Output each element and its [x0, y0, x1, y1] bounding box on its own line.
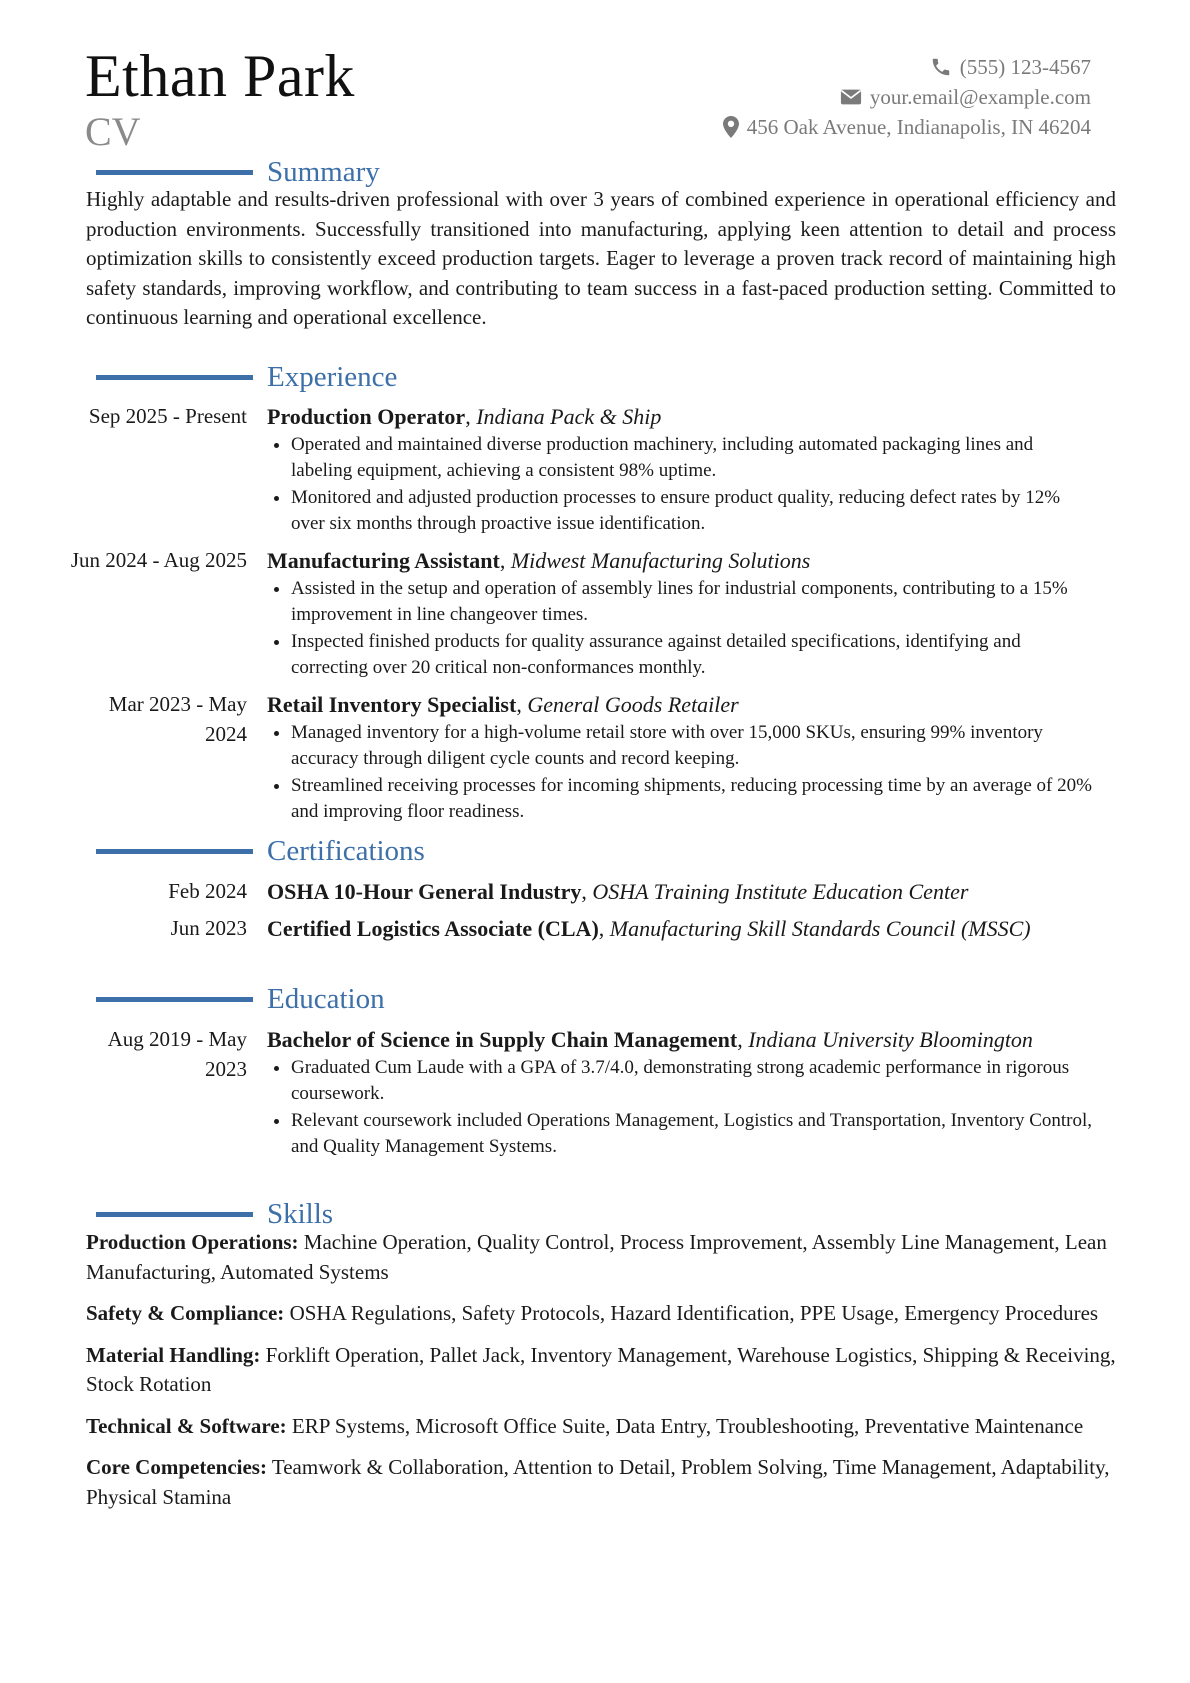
section-rule — [96, 1212, 253, 1217]
section-title-certifications: Certifications — [267, 835, 425, 867]
contact-phone[interactable] — [723, 52, 1091, 82]
job-title: Production Operator — [267, 404, 466, 429]
map-pin-icon — [723, 116, 739, 138]
entry-date: Jun 2024 - Aug 2025 — [70, 548, 247, 572]
entry-title-line: Production Operator, Indiana Pack & Ship — [267, 404, 662, 429]
section-rule — [96, 849, 253, 854]
skill-items: Teamwork & Collaboration, Attention to Detail, Problem Solving, Time Management, Adaptability, Physical Stamina — [86, 1455, 1110, 1509]
bullet-item: • Monitored and adjusted production processes to ensure product quality, reducing defect rates by 12% over six months through proactive issue identification. — [291, 485, 1093, 538]
entry-title-line: Retail Inventory Specialist, General Goods Retailer — [267, 692, 739, 717]
entry-title-line: Bachelor of Science in Supply Chain Management, Indiana University Bloomington — [267, 1027, 1033, 1052]
skills-list — [86, 1228, 1116, 1524]
section-title-education: Education — [267, 983, 385, 1015]
skill-items: Machine Operation, Quality Control, Process Improvement, Assembly Line Management, Lean Manufacturing, Automated Systems — [86, 1230, 1107, 1284]
skill-items: OSHA Regulations, Safety Protocols, Hazard Identification, PPE Usage, Emergency Procedures — [289, 1301, 1099, 1325]
skill-category: Safety & Compliance: — [86, 1301, 285, 1325]
experience-section-header — [0, 359, 1190, 399]
contact-email[interactable] — [723, 82, 1091, 112]
phone-icon — [930, 56, 952, 78]
email-text: your.email@example.com — [869, 85, 1091, 109]
bullet-item: • Inspected finished products for quality assurance against detailed specifications, identifying and correcting over 20 critical non-conformances monthly. — [291, 629, 1093, 682]
document-subtitle: CV — [85, 109, 141, 154]
contact-block — [723, 52, 1091, 142]
address-text: 456 Oak Avenue, Indianapolis, IN 46204 — [746, 115, 1091, 139]
job-title: Manufacturing Assistant — [267, 548, 500, 573]
issuer: OSHA Training Institute Education Center — [592, 879, 969, 904]
summary-text: Highly adaptable and results-driven professional with over 3 years of combined experience in operational efficiency and production environments. Successfully transitioned into manufacturing, applying keen attention to detail and process optimization skills to consistently exceed production targets. Eager to leverage a proven track record of maintaining high safety standards, improving workflow, and contributing to team success in a fast-paced production setting. Committed to continuous learning and operational excellence. — [86, 187, 1116, 329]
section-title-experience: Experience — [267, 361, 398, 393]
bullet-list — [267, 1055, 1093, 1161]
skill-row — [86, 1228, 1116, 1287]
skill-category: Material Handling: — [86, 1342, 261, 1367]
certifications-section-header — [0, 833, 1190, 873]
section-rule — [96, 375, 253, 380]
skill-row — [86, 1412, 1116, 1442]
bullet-item: • Assisted in the setup and operation of assembly lines for industrial components, contributing to a 15% improvement in line changeover times. — [291, 576, 1093, 629]
section-rule — [96, 997, 253, 1002]
skill-row — [86, 1341, 1116, 1400]
entry-date: Jun 2023 — [170, 916, 247, 940]
skill-items: ERP Systems, Microsoft Office Suite, Data Entry, Troubleshooting, Preventative Maintenance — [291, 1413, 1084, 1438]
entry-title-line: Manufacturing Assistant, Midwest Manufacturing Solutions — [267, 548, 811, 573]
skill-category: Core Competencies: — [86, 1455, 267, 1479]
envelope-icon — [840, 88, 862, 106]
entry-date: Sep 2025 - Present — [88, 404, 247, 428]
person-name: Ethan Park — [85, 43, 355, 109]
bullet-list — [267, 576, 1093, 682]
job-title: Retail Inventory Specialist — [267, 692, 517, 717]
institution: Indiana University Bloomington — [748, 1027, 1033, 1052]
skill-category: Technical & Software: — [86, 1413, 287, 1438]
bullet-item: • Streamlined receiving processes for incoming shipments, reducing processing time by an average of 20% and improving floor readiness. — [291, 773, 1093, 826]
bullet-item: • Managed inventory for a high-volume retail store with over 15,000 SKUs, ensuring 99% inventory accuracy through diligent cycle counts and record keeping. — [291, 720, 1093, 773]
phone-text: (555) 123-4567 — [959, 55, 1091, 79]
certification-title: OSHA 10-Hour General Industry — [267, 879, 582, 904]
education-section-header — [0, 981, 1190, 1021]
section-rule — [96, 170, 253, 175]
entry-date: Aug 2019 - May 2023 — [107, 1027, 247, 1081]
employer: General Goods Retailer — [527, 692, 739, 717]
skill-items: Forklift Operation, Pallet Jack, Inventory Management, Warehouse Logistics, Shipping & Receiving, Stock Rotation — [86, 1342, 1116, 1396]
entry-date: Feb 2024 — [168, 879, 247, 903]
bullet-item: • Relevant coursework included Operations Management, Logistics and Transportation, Inventory Control, and Quality Management Systems. — [291, 1108, 1093, 1161]
employer: Midwest Manufacturing Solutions — [510, 548, 811, 573]
section-title-skills: Skills — [267, 1198, 334, 1230]
certification-title: Certified Logistics Associate (CLA) — [267, 916, 599, 941]
skill-category: Production Operations: — [86, 1230, 299, 1254]
skill-row — [86, 1299, 1116, 1329]
bullet-item: • Operated and maintained diverse production machinery, including automated packaging lines and labeling equipment, achieving a consistent 98% uptime. — [291, 432, 1093, 485]
degree: Bachelor of Science in Supply Chain Management — [267, 1027, 738, 1052]
bullet-list — [267, 720, 1093, 826]
entry-title-line: OSHA 10-Hour General Industry, OSHA Training Institute Education Center — [267, 879, 969, 904]
skill-row — [86, 1453, 1116, 1512]
contact-address — [723, 112, 1091, 142]
employer: Indiana Pack & Ship — [476, 404, 662, 429]
section-title-summary: Summary — [267, 156, 380, 188]
entry-date: Mar 2023 - May 2024 — [108, 692, 247, 746]
issuer: Manufacturing Skill Standards Council (MSSC) — [609, 916, 1031, 941]
bullet-item: • Graduated Cum Laude with a GPA of 3.7/4.0, demonstrating strong academic performance in rigorous coursework. — [291, 1055, 1093, 1108]
entry-title-line: Certified Logistics Associate (CLA), Manufacturing Skill Standards Council (MSSC) — [267, 916, 1031, 941]
bullet-list — [267, 432, 1093, 538]
